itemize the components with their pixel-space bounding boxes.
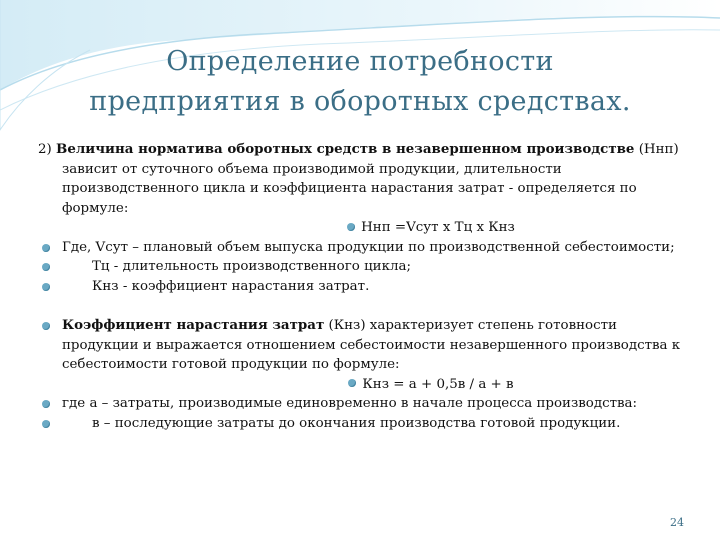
paragraph-norm-definition	[38, 140, 684, 218]
bullet-icon	[42, 263, 50, 271]
list-item-vsut	[38, 238, 684, 258]
formula-text: Ннп =Vсут х Тц х Кнз	[361, 220, 515, 235]
title-line-2: предприятия в оборотных средствах.	[89, 86, 631, 117]
paragraph-bold-lead: Коэффициент нарастания затрат	[62, 317, 325, 333]
paragraph-text: (Кнз) характеризует степень готовности продукции и выражается отношением себестоимости незавершенного производства к себестоимости готовой продукции по формуле:	[62, 318, 681, 372]
bullet-icon	[42, 322, 50, 330]
list-item-text: в – последующие затраты до окончания производства готовой продукции.	[92, 415, 621, 431]
bullet-icon	[42, 244, 50, 252]
formula-text: Кнз = а + 0,5в / а + в	[362, 376, 514, 392]
bullet-icon	[42, 420, 50, 428]
bullet-icon	[42, 400, 50, 408]
bullet-icon	[42, 283, 50, 291]
title-line-1: Определение потребности	[166, 46, 554, 77]
list-item-text: Где, Vсут – плановый объем выпуска продукции по производственной себестоимости;	[62, 239, 675, 255]
paragraph-bold-lead: Величина норматива оборотных средств в незавершенном производстве	[56, 141, 635, 157]
list-item-text: Тц - длительность производственного цикла;	[92, 259, 411, 274]
list-item-b	[38, 414, 684, 434]
paragraph-number: 2)	[38, 142, 57, 157]
list-item-a	[38, 394, 684, 414]
paragraph-text: (Ннп) зависит от суточного объема производимой продукции, длительности производственного цикла и коэффициента нарастания затрат - определяется по формуле:	[62, 142, 679, 216]
page-number: 24	[670, 516, 684, 529]
formula-norm	[38, 218, 684, 238]
formula-knz	[38, 375, 684, 395]
paragraph-knz-definition	[38, 316, 684, 375]
slide-title	[0, 42, 720, 122]
list-item-text: где а – затраты, производимые единовременно в начале процесса производства:	[62, 396, 638, 411]
list-item-tc	[38, 257, 684, 277]
list-item-text: Кнз - коэффициент нарастания затрат.	[92, 278, 370, 294]
bullet-icon	[348, 379, 356, 387]
slide-body	[38, 140, 684, 433]
bullet-icon	[347, 223, 355, 231]
list-item-knz	[38, 277, 684, 297]
